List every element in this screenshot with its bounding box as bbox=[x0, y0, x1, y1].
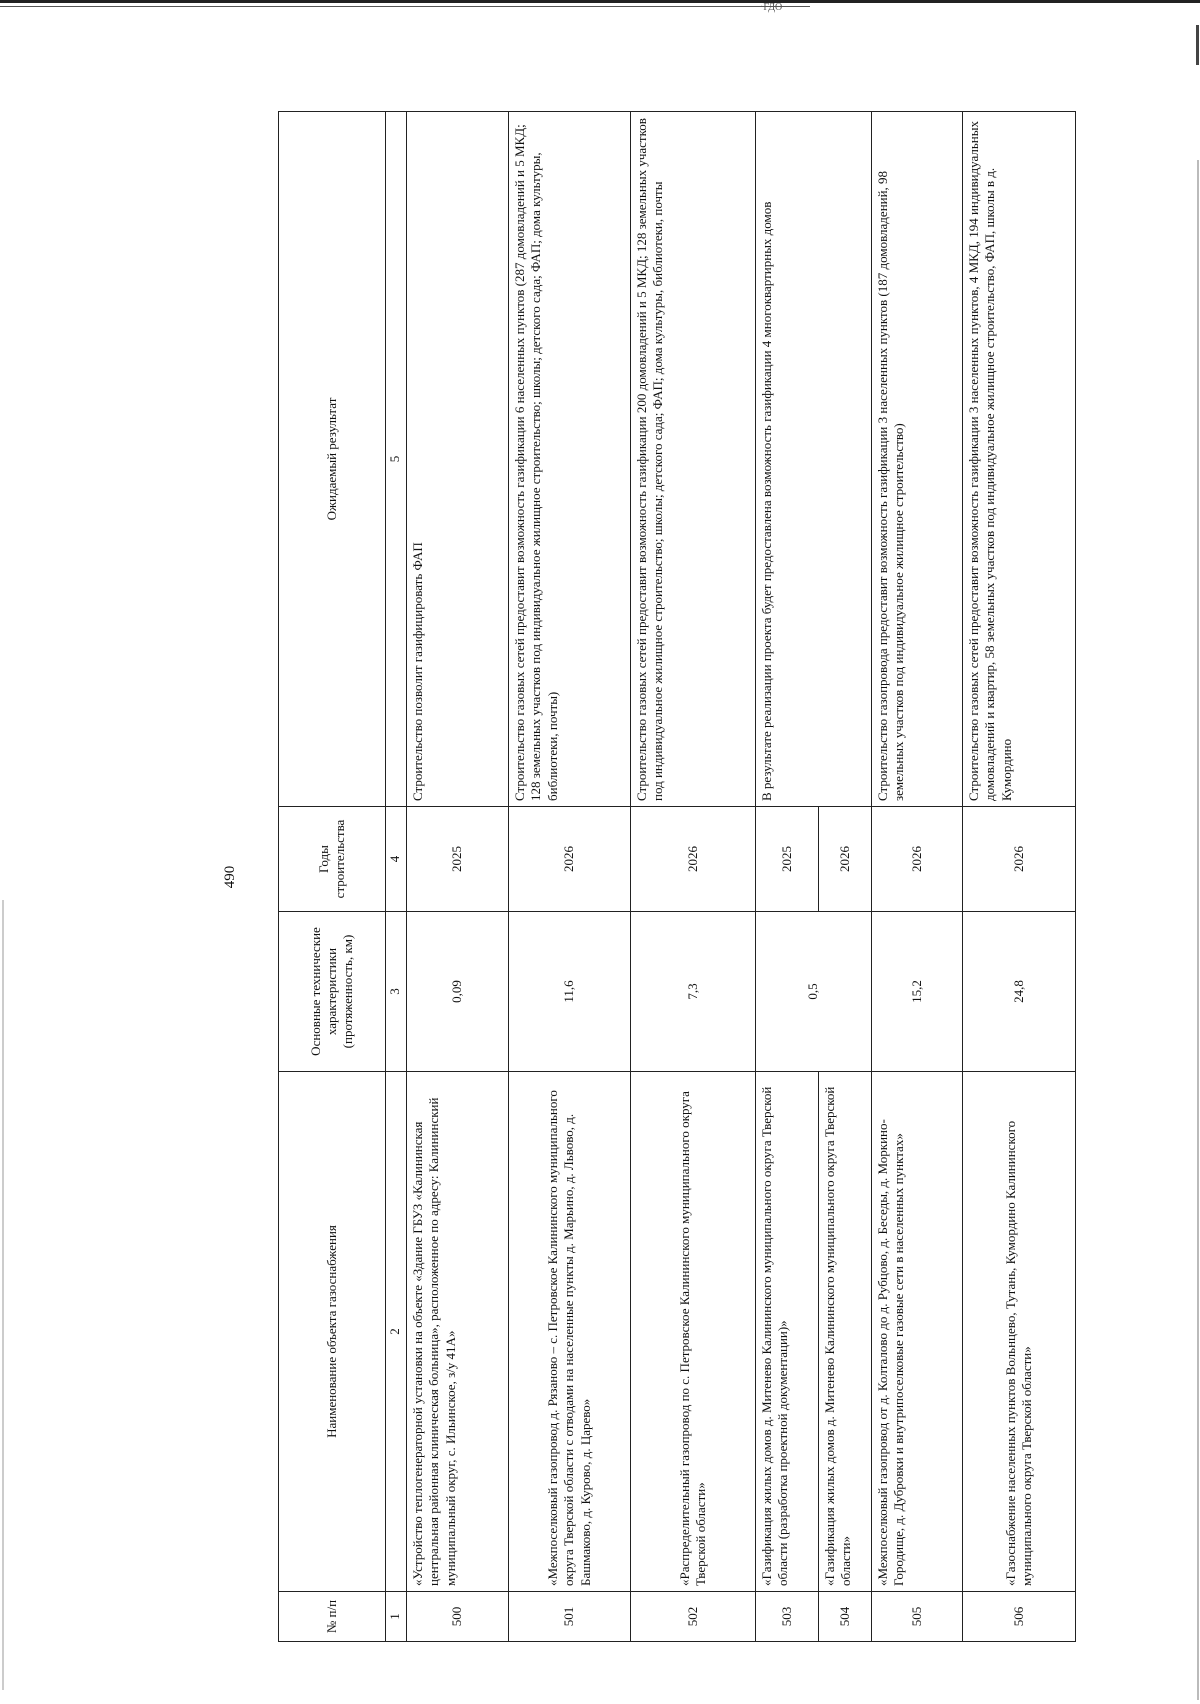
construction-years: 2026 bbox=[963, 807, 1076, 912]
column-number: 3 bbox=[386, 912, 407, 1072]
header-row bbox=[279, 112, 386, 1642]
length-km: 7,3 bbox=[631, 912, 756, 1072]
length-km: 0,5 bbox=[756, 912, 872, 1072]
row-number: 500 bbox=[407, 1592, 509, 1642]
table-row bbox=[509, 112, 631, 1642]
page-number: 490 bbox=[221, 865, 238, 889]
row-number: 501 bbox=[509, 1592, 631, 1642]
expected-result: Строительство газовых сетей предоставит возможность газификации 3 населенных пунктов, 4 МКД, 194 индивидуальных домовладений и квартир, 58 земельных участков под индивидуальное жилищное строительство, ФАП, школы в д. Кумордино bbox=[963, 112, 1076, 807]
rotated-document-page bbox=[190, 112, 1090, 1642]
construction-years: 2026 bbox=[872, 807, 963, 912]
row-number: 504 bbox=[819, 1592, 872, 1642]
column-number: 5 bbox=[386, 112, 407, 807]
row-number: 502 bbox=[631, 1592, 756, 1642]
table-row bbox=[963, 112, 1076, 1642]
expected-result: Строительство позволит газифицировать ФАП bbox=[407, 112, 509, 807]
header-years: Годы строительства bbox=[279, 807, 386, 912]
expected-result: В результате реализации проекта будет предоставлена возможность газификации 4 многоквартирных домов bbox=[756, 112, 872, 807]
expected-result: Строительство газовых сетей предоставит возможность газификации 6 населенных пунктов (287 домовладений и 5 МКД; 128 земельных участков под индивидуальное жилищное строительство; школы; детского сада; ФАП; дома культуры, библиотеки, почты) bbox=[509, 112, 631, 807]
construction-years: 2025 bbox=[756, 807, 819, 912]
construction-years: 2026 bbox=[509, 807, 631, 912]
row-number: 506 bbox=[963, 1592, 1076, 1642]
table-row bbox=[407, 112, 509, 1642]
expected-result: Строительство газовых сетей предоставит возможность газификации 200 домовладений и 5 МКД; 128 земельных участков под индивидуальное жилищное строительство; школы; детского сада; ФАП; дома культуры, библиотеки, почты bbox=[631, 112, 756, 807]
scan-edge-top bbox=[0, 0, 1200, 3]
length-km: 0,09 bbox=[407, 912, 509, 1072]
object-name: «Газификация жилых домов д. Митенево Калининского муниципального округа Тверской области» bbox=[819, 1072, 872, 1592]
object-name: «Распределительный газопровод по с. Петровское Калининского муниципального округа Тверской области» bbox=[631, 1072, 756, 1592]
scan-edge-line bbox=[0, 6, 810, 7]
column-number: 4 bbox=[386, 807, 407, 912]
scan-edge-left-shadow bbox=[2, 900, 4, 1690]
object-name: «Межпоселковый газопровод д. Рязаново – с. Петровское Калининского муниципального округа Тверской области с отводами на населенные пункты д. Марьино, д. Львово, д. Башмаково, д. Курово, д. Царево» bbox=[509, 1072, 631, 1592]
header-name: Наименование объекта газоснабжения bbox=[279, 1072, 386, 1592]
header-num: № п/п bbox=[279, 1592, 386, 1642]
length-km: 11,6 bbox=[509, 912, 631, 1072]
scan-edge-right-shadow bbox=[1197, 160, 1199, 1700]
row-number: 503 bbox=[756, 1592, 819, 1642]
construction-years: 2026 bbox=[631, 807, 756, 912]
row-number: 505 bbox=[872, 1592, 963, 1642]
top-stamp: ·ГДО bbox=[760, 2, 783, 13]
length-km: 24,8 bbox=[963, 912, 1076, 1072]
object-name: «Газификация жилых домов д. Митенево Калининского муниципального округа Тверской области (разработка проектной документации)» bbox=[756, 1072, 819, 1592]
table-row bbox=[756, 112, 819, 1642]
length-km: 15,2 bbox=[872, 912, 963, 1072]
expected-result: Строительство газопровода предоставит возможность газификации 3 населенных пунктов (187 домовладений, 98 земельных участков под индивидуальное жилищное строительство) bbox=[872, 112, 963, 807]
column-number-row bbox=[386, 112, 407, 1642]
column-number: 2 bbox=[386, 1072, 407, 1592]
construction-years: 2026 bbox=[819, 807, 872, 912]
object-name: «Межпоселковый газопровод от д. Колталово до д. Рубцово, д. Беседы, д. Моркино-Городище, д. Дубровки и внутрипоселковые газовые сети в населенных пунктах» bbox=[872, 1072, 963, 1592]
header-length: Основные технические характеристики (протяженность, км) bbox=[279, 912, 386, 1072]
table-row bbox=[631, 112, 756, 1642]
object-name: «Устройство теплогенераторной установки на объекте «Здание ГБУЗ «Калининская центральная районная клиническая больница», расположенное по адресу: Калининский муниципальный округ, с. Ильинское, з/у 41А» bbox=[407, 1072, 509, 1592]
header-result: Ожидаемый результат bbox=[279, 112, 386, 807]
object-name: «Газоснабжение населенных пунктов Вольнцево, Тутань, Кумордино Калининского муниципального округа Тверской области» bbox=[963, 1072, 1076, 1592]
table-row bbox=[872, 112, 963, 1642]
gas-supply-table bbox=[278, 111, 1076, 1642]
construction-years: 2025 bbox=[407, 807, 509, 912]
scan-edge-right bbox=[1196, 25, 1199, 65]
column-number: 1 bbox=[386, 1592, 407, 1642]
